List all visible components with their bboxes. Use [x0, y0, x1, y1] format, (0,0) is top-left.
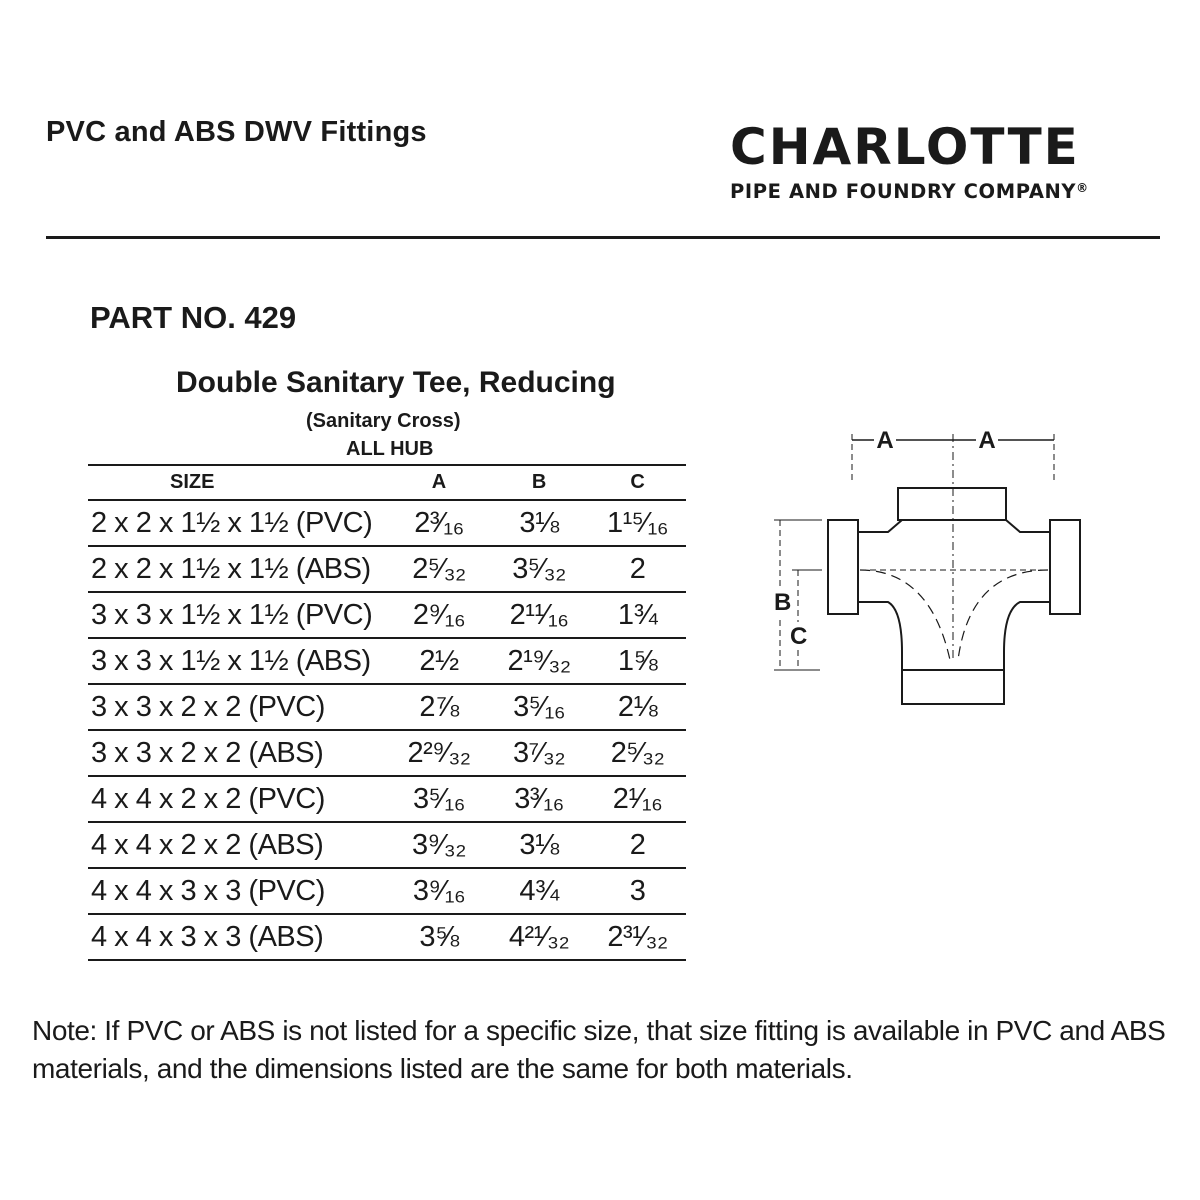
cell-a: 2½: [389, 638, 489, 684]
page-title: PVC and ABS DWV Fittings: [46, 116, 427, 148]
header-divider: [46, 236, 1160, 239]
cell-a: 2²⁹⁄₃₂: [389, 730, 489, 776]
dimension-label-a-left: A: [876, 427, 894, 454]
cell-size: 4 x 4 x 2 x 2 (PVC): [88, 776, 389, 822]
cell-c: 1¹⁵⁄₁₆: [589, 500, 686, 546]
logo-subtitle-text: PIPE AND FOUNDRY COMPANY: [730, 180, 1077, 203]
cell-b: 3⁷⁄₃₂: [489, 730, 589, 776]
cell-size: 3 x 3 x 2 x 2 (ABS): [88, 730, 389, 776]
cell-size: 4 x 4 x 3 x 3 (PVC): [88, 868, 389, 914]
cell-c: 2: [589, 822, 686, 868]
cell-c: 2³¹⁄₃₂: [589, 914, 686, 960]
column-header-a: A: [389, 465, 489, 500]
cell-size: 2 x 2 x 1½ x 1½ (PVC): [88, 500, 389, 546]
cell-size: 4 x 4 x 2 x 2 (ABS): [88, 822, 389, 868]
product-subtitle: (Sanitary Cross): [306, 410, 461, 432]
cell-size: 3 x 3 x 2 x 2 (PVC): [88, 684, 389, 730]
cell-c: 1¾: [589, 592, 686, 638]
cell-c: 1⅝: [589, 638, 686, 684]
cell-c: 2⁵⁄₃₂: [589, 730, 686, 776]
cell-b: 4²¹⁄₃₂: [489, 914, 589, 960]
registered-mark: ®: [1076, 181, 1089, 195]
table-row: [88, 500, 686, 546]
cell-a: 2⁹⁄₁₆: [389, 592, 489, 638]
cell-c: 2¹⁄₁₆: [589, 776, 686, 822]
cell-b: 4¾: [489, 868, 589, 914]
cell-a: 2⁵⁄₃₂: [389, 546, 489, 592]
table-row: [88, 638, 686, 684]
dimensions-table: [88, 464, 686, 961]
cell-size: 3 x 3 x 1½ x 1½ (PVC): [88, 592, 389, 638]
table-row: [88, 868, 686, 914]
column-header-b: B: [489, 465, 589, 500]
product-title: Double Sanitary Tee, Reducing: [176, 366, 616, 399]
fitting-diagram: [770, 420, 1090, 720]
cell-b: 3⁵⁄₃₂: [489, 546, 589, 592]
table-row: [88, 684, 686, 730]
cell-size: 3 x 3 x 1½ x 1½ (ABS): [88, 638, 389, 684]
table-row: [88, 546, 686, 592]
company-logo: [730, 118, 1160, 204]
part-number: PART NO. 429: [90, 300, 297, 335]
cell-b: 3⅛: [489, 822, 589, 868]
cell-b: 3⅛: [489, 500, 589, 546]
cell-size: 4 x 4 x 3 x 3 (ABS): [88, 914, 389, 960]
cell-a: 3⁹⁄₃₂: [389, 822, 489, 868]
cell-a: 3⅝: [389, 914, 489, 960]
table-row: [88, 592, 686, 638]
dimension-label-b: B: [774, 589, 792, 616]
table-row: [88, 822, 686, 868]
table-row: [88, 914, 686, 960]
dimension-label-a-right: A: [978, 427, 996, 454]
cell-b: 3³⁄₁₆: [489, 776, 589, 822]
cell-size: 2 x 2 x 1½ x 1½ (ABS): [88, 546, 389, 592]
product-hub-type: ALL HUB: [346, 438, 434, 460]
cell-a: 2⅞: [389, 684, 489, 730]
cell-b: 2¹⁹⁄₃₂: [489, 638, 589, 684]
cell-a: 3⁹⁄₁₆: [389, 868, 489, 914]
cell-b: 2¹¹⁄₁₆: [489, 592, 589, 638]
logo-subtitle: [730, 176, 1160, 204]
cell-c: 3: [589, 868, 686, 914]
cell-a: 3⁵⁄₁₆: [389, 776, 489, 822]
table-row: [88, 776, 686, 822]
logo-name: CHARLOTTE: [730, 118, 1080, 176]
footnote: Note: If PVC or ABS is not listed for a specific size, that size fitting is available in PVC and ABS materials, and the dimensions listed are the same for both materials.: [32, 1015, 1166, 1084]
dimension-label-c: C: [790, 623, 808, 650]
cell-c: 2⅛: [589, 684, 686, 730]
cell-b: 3⁵⁄₁₆: [489, 684, 589, 730]
table-header-row: [88, 465, 686, 500]
column-header-c: C: [589, 465, 686, 500]
cell-a: 2³⁄₁₆: [389, 500, 489, 546]
column-header-size: SIZE: [88, 465, 389, 500]
cell-c: 2: [589, 546, 686, 592]
table-row: [88, 730, 686, 776]
